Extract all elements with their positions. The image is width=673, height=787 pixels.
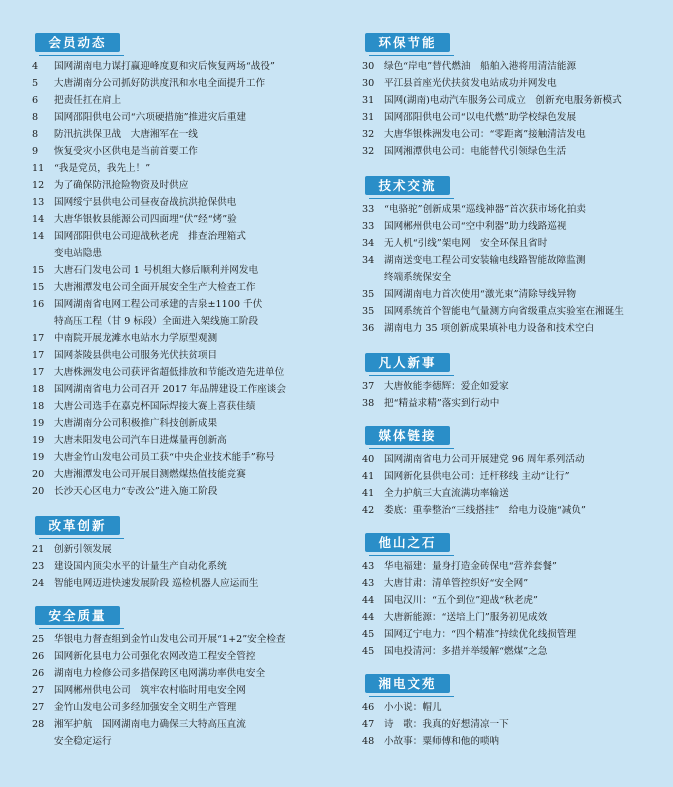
toc-entry[interactable] bbox=[360, 218, 670, 235]
section-heading bbox=[35, 606, 120, 625]
page-number: 8 bbox=[32, 129, 39, 140]
page-number: 20 bbox=[32, 486, 45, 497]
entry-title: 湘军护航 国网湖南电力确保三大特高压直流 bbox=[54, 719, 246, 730]
entry-title: 湖南送变电工程公司安装输电线路智能故障监测 bbox=[384, 255, 586, 266]
page-number: 35 bbox=[362, 289, 375, 300]
entry-title: 国网湖南省电网工程公司承建的吉泉±1100 千伏 bbox=[54, 299, 263, 310]
entry-title: “我是党员，我先上！” bbox=[54, 163, 151, 174]
toc-entry[interactable] bbox=[360, 609, 670, 626]
entry-title: 大唐湖南分公司抓好防洪度汛和水电全面提升工作 bbox=[54, 78, 266, 89]
entry-title: 为了确保防汛抢险物资及时供应 bbox=[54, 180, 189, 191]
page-number: 27 bbox=[32, 685, 45, 696]
page-number: 12 bbox=[32, 180, 45, 191]
toc-entry[interactable] bbox=[360, 126, 670, 143]
entry-title: 大唐湘潭发电公司开展目测燃煤热值技能竞赛 bbox=[54, 469, 246, 480]
entry-title: 国电汉川：“五个到位”迎战“秋老虎” bbox=[384, 595, 538, 606]
toc-entry[interactable] bbox=[30, 631, 350, 648]
page-number: 33 bbox=[362, 221, 375, 232]
page-number: 34 bbox=[362, 238, 375, 249]
page-number: 20 bbox=[32, 469, 45, 480]
entry-title: 恢复受灾小区供电是当前首要工作 bbox=[54, 146, 198, 157]
entry-title: 无人机“引线”架电网 安全环保且省时 bbox=[384, 238, 548, 249]
toc-entry[interactable] bbox=[360, 378, 670, 395]
toc-entry[interactable] bbox=[30, 699, 350, 716]
page-number: 42 bbox=[362, 505, 375, 516]
toc-entry[interactable] bbox=[360, 451, 670, 468]
page-number: 32 bbox=[362, 129, 375, 140]
toc-entry[interactable] bbox=[360, 575, 670, 592]
toc-entry[interactable] bbox=[360, 235, 670, 252]
toc-entry[interactable] bbox=[30, 648, 350, 665]
page-number: 34 bbox=[362, 255, 375, 266]
toc-entry[interactable] bbox=[360, 699, 670, 716]
entry-title: 中南院开展龙滩水电站水力学原型观测 bbox=[54, 333, 218, 344]
section-title: 湘电文苑 bbox=[378, 676, 437, 691]
toc-entry[interactable] bbox=[360, 733, 670, 750]
section-heading bbox=[365, 674, 450, 693]
toc-entry[interactable] bbox=[30, 347, 350, 364]
entry-title: 大唐石门发电公司 1 号机组大修后顺利并网发电 bbox=[54, 265, 259, 276]
page-number: 14 bbox=[32, 231, 45, 242]
page-number: 24 bbox=[32, 578, 45, 589]
entry-title: 国网邵阳供电公司迎战秋老虎 排查治理箱式 bbox=[54, 231, 246, 242]
toc-entry[interactable] bbox=[360, 502, 670, 519]
page-number: 31 bbox=[362, 112, 375, 123]
entry-title-continued: 变电站隐患 bbox=[54, 248, 102, 259]
entry-title: 小小说：帽儿 bbox=[384, 702, 442, 713]
toc-entry[interactable] bbox=[360, 252, 670, 269]
entry-title: 国网(湖南)电动汽车服务公司成立 创新充电服务新模式 bbox=[384, 95, 622, 106]
entry-title-continued: 终端系统保安全 bbox=[384, 272, 452, 283]
section-title: 改革创新 bbox=[48, 518, 107, 533]
entry-title: 国网系统首个智能电气量测方向省级重点实验室在湘诞生 bbox=[384, 306, 624, 317]
page-number: 18 bbox=[32, 384, 45, 395]
toc-entry[interactable] bbox=[30, 143, 350, 160]
toc-entry[interactable] bbox=[360, 395, 670, 412]
toc-entry[interactable] bbox=[360, 592, 670, 609]
section-heading bbox=[35, 516, 120, 535]
page-number: 17 bbox=[32, 333, 45, 344]
entry-title: 国网新化县供电公司：迁杆移线 主动“让行” bbox=[384, 471, 570, 482]
entry-title: 国网湖南省电力公司召开 2017 年品牌建设工作座谈会 bbox=[54, 384, 286, 395]
toc-entry[interactable] bbox=[360, 58, 670, 75]
entry-title: 娄底：重拳整治“三线搭挂” 给电力设施“减负” bbox=[384, 505, 586, 516]
page-number: 19 bbox=[32, 418, 45, 429]
entry-title: 智能电网迈进快速发展阶段 巡检机器人应运而生 bbox=[54, 578, 259, 589]
toc-entry[interactable] bbox=[30, 160, 350, 177]
page-number: 25 bbox=[32, 634, 45, 645]
entry-title: 大唐新能源：“送培上门”服务初见成效 bbox=[384, 612, 548, 623]
page-number: 26 bbox=[32, 668, 45, 679]
entry-title: 小故事：粟师傅和他的唢呐 bbox=[384, 736, 500, 747]
page-number: 35 bbox=[362, 306, 375, 317]
page-number: 31 bbox=[362, 95, 375, 106]
entry-title: 大唐华银攸县能源公司四面埋“伏”经“烤”验 bbox=[54, 214, 237, 225]
toc-entry[interactable] bbox=[30, 92, 350, 109]
page-number: 41 bbox=[362, 471, 375, 482]
toc-entry[interactable] bbox=[30, 415, 350, 432]
entry-title: 国网绥宁县供电公司昼夜奋战抗洪抢保供电 bbox=[54, 197, 237, 208]
entry-title: 国电投清河：多措并举缓解“燃煤”之急 bbox=[384, 646, 548, 657]
toc-entry[interactable] bbox=[30, 665, 350, 682]
toc-entry[interactable] bbox=[360, 468, 670, 485]
page-number: 15 bbox=[32, 265, 45, 276]
toc-section bbox=[360, 353, 670, 412]
toc-entry[interactable] bbox=[30, 109, 350, 126]
page-number: 38 bbox=[362, 398, 375, 409]
entry-title: 绿色“岸电”替代燃油 船舶入港将用清洁能源 bbox=[384, 61, 577, 72]
entry-title: 金竹山发电公司多经加强安全文明生产管理 bbox=[54, 702, 237, 713]
entry-title: 大唐甘肃：清单管控织好“安全网” bbox=[384, 578, 529, 589]
toc-entry[interactable] bbox=[360, 143, 670, 160]
page-number: 43 bbox=[362, 578, 375, 589]
page-number: 41 bbox=[362, 488, 375, 499]
toc-entry[interactable] bbox=[30, 296, 350, 313]
section-heading bbox=[365, 33, 450, 52]
entry-title: 湖南电力检修公司多措保跨区电网满功率供电安全 bbox=[54, 668, 266, 679]
toc-entry[interactable] bbox=[360, 626, 670, 643]
page-number: 47 bbox=[362, 719, 375, 730]
toc-entry[interactable] bbox=[30, 449, 350, 466]
toc-entry[interactable] bbox=[30, 483, 350, 500]
entry-title: 大唐湖南分公司积极推广科技创新成果 bbox=[54, 418, 218, 429]
page-number: 36 bbox=[362, 323, 375, 334]
entry-title-continued: 安全稳定运行 bbox=[54, 736, 112, 747]
section-title: 会员动态 bbox=[48, 35, 107, 50]
entry-title: 平江县首座光伏扶贫发电站成功并网发电 bbox=[384, 78, 557, 89]
page-number: 19 bbox=[32, 452, 45, 463]
entry-title: 国网新化县电力公司强化农网改造工程安全管控 bbox=[54, 651, 256, 662]
toc-section bbox=[360, 674, 670, 750]
entry-title: 华银电力督查组到金竹山发电公司开展“1+2”安全检查 bbox=[54, 634, 286, 645]
entry-title: 建设国内顶尖水平的计量生产自动化系统 bbox=[54, 561, 227, 572]
toc-entry[interactable] bbox=[360, 201, 670, 218]
page-number: 17 bbox=[32, 350, 45, 361]
toc-entry[interactable] bbox=[30, 75, 350, 92]
toc-entry[interactable] bbox=[360, 716, 670, 733]
page-number: 21 bbox=[32, 544, 45, 555]
page-number: 11 bbox=[32, 163, 45, 174]
page-number: 45 bbox=[362, 646, 375, 657]
page-number: 27 bbox=[32, 702, 45, 713]
entry-title: 湖南电力 35 项创新成果填补电力设备和技术空白 bbox=[384, 323, 595, 334]
section-title: 媒体链接 bbox=[378, 428, 437, 443]
page-number: 19 bbox=[32, 435, 45, 446]
entry-title: 大唐华银株洲发电公司：“零距离”接触清洁发电 bbox=[384, 129, 586, 140]
toc-entry[interactable] bbox=[360, 643, 670, 660]
entry-title: 创新引领发展 bbox=[54, 544, 112, 555]
toc-entry[interactable] bbox=[30, 279, 350, 296]
page-number: 26 bbox=[32, 651, 45, 662]
page-number: 32 bbox=[362, 146, 375, 157]
page-number: 6 bbox=[32, 95, 39, 106]
toc-entry[interactable] bbox=[30, 432, 350, 449]
entry-title: 防汛抗洪保卫战 大唐湘军在一线 bbox=[54, 129, 198, 140]
left-column bbox=[30, 33, 350, 750]
section-heading bbox=[365, 353, 450, 372]
page-number: 44 bbox=[362, 612, 375, 623]
toc-section bbox=[30, 33, 350, 500]
toc-entry[interactable] bbox=[30, 177, 350, 194]
entry-title: “电骆驼”创新成果“巡线神器”首次获市场化拍卖 bbox=[384, 204, 586, 215]
page-number: 40 bbox=[362, 454, 375, 465]
toc-entry[interactable] bbox=[30, 211, 350, 228]
toc-entry[interactable] bbox=[30, 364, 350, 381]
toc-entry[interactable] bbox=[360, 303, 670, 320]
toc-entry[interactable] bbox=[30, 575, 350, 592]
entry-title: 国网湖南电力谋打赢迎峰度夏和灾后恢复两场“战役” bbox=[54, 61, 275, 72]
entry-title: 大唐株洲发电公司获评省超低排放和节能改造先进单位 bbox=[54, 367, 285, 378]
page-number: 8 bbox=[32, 112, 39, 123]
page-number: 13 bbox=[32, 197, 45, 208]
toc-entry[interactable] bbox=[360, 558, 670, 575]
page-number: 4 bbox=[32, 61, 39, 72]
page-number: 15 bbox=[32, 282, 45, 293]
entry-title: 国网湖南省电力公司开展建党 96 周年系列活动 bbox=[384, 454, 585, 465]
toc-entry[interactable] bbox=[30, 398, 350, 415]
page-number: 23 bbox=[32, 561, 45, 572]
page-number: 44 bbox=[362, 595, 375, 606]
section-title: 环保节能 bbox=[378, 35, 437, 50]
entry-title: 全力护航三大直流满功率输送 bbox=[384, 488, 509, 499]
toc-entry[interactable] bbox=[360, 75, 670, 92]
page-number: 45 bbox=[362, 629, 375, 640]
section-heading bbox=[35, 33, 120, 52]
toc-entry[interactable] bbox=[30, 381, 350, 398]
entry-title: 国网邵阳供电公司“六项硬措施”推进灾后重建 bbox=[54, 112, 247, 123]
toc-entry[interactable] bbox=[360, 92, 670, 109]
toc-section bbox=[360, 426, 670, 519]
right-column bbox=[360, 33, 670, 750]
page-number: 5 bbox=[32, 78, 39, 89]
toc-entry[interactable] bbox=[30, 716, 350, 733]
toc-entry[interactable] bbox=[30, 58, 350, 75]
section-title: 技术交流 bbox=[378, 178, 437, 193]
entry-title: 华电福建：量身打造金砖保电“营养套餐” bbox=[384, 561, 557, 572]
entry-title: 长沙天心区电力“专改公”进入施工阶段 bbox=[54, 486, 218, 497]
toc-entry[interactable] bbox=[360, 109, 670, 126]
entry-title: 国网湘潭供电公司：电能替代引领绿色生活 bbox=[384, 146, 567, 157]
section-title: 凡人新事 bbox=[378, 355, 437, 370]
entry-title: 大唐公司选手在嘉克杯国际焊接大赛上喜获佳绩 bbox=[54, 401, 256, 412]
entry-title: 大唐金竹山发电公司员工获“中央企业技术能手”称号 bbox=[54, 452, 275, 463]
page-number: 30 bbox=[362, 61, 375, 72]
page-number: 17 bbox=[32, 367, 45, 378]
page-number: 33 bbox=[362, 204, 375, 215]
toc-section bbox=[360, 33, 670, 160]
page-number: 30 bbox=[362, 78, 375, 89]
toc-entry[interactable] bbox=[30, 228, 350, 245]
section-heading bbox=[365, 426, 450, 445]
toc-section bbox=[360, 176, 670, 337]
page-number: 18 bbox=[32, 401, 45, 412]
toc-entry[interactable] bbox=[30, 330, 350, 347]
section-heading bbox=[365, 533, 450, 552]
entry-title: 诗 歌：我真的好想清凉一下 bbox=[384, 719, 509, 730]
entry-title-continued: 特高压工程（甘 9 标段）全面进入架线施工阶段 bbox=[54, 316, 259, 327]
toc-entry[interactable] bbox=[30, 541, 350, 558]
page-number: 43 bbox=[362, 561, 375, 572]
toc-entry[interactable] bbox=[30, 194, 350, 211]
entry-title: 大唐耒阳发电公司汽车日进煤量再创新高 bbox=[54, 435, 227, 446]
toc-entry[interactable] bbox=[360, 485, 670, 502]
toc-section bbox=[360, 533, 670, 660]
toc-section bbox=[30, 516, 350, 592]
section-title: 安全质量 bbox=[48, 608, 107, 623]
toc-entry[interactable] bbox=[30, 682, 350, 699]
page-number: 48 bbox=[362, 736, 375, 747]
toc-section bbox=[30, 606, 350, 750]
entry-title: 把“精益求精”落实到行动中 bbox=[384, 398, 500, 409]
entry-title: 国网辽宁电力：“四个精准”持续优化线损管理 bbox=[384, 629, 577, 640]
page-number: 14 bbox=[32, 214, 45, 225]
toc-entry[interactable] bbox=[360, 320, 670, 337]
toc-entry[interactable] bbox=[30, 262, 350, 279]
entry-title: 国网湖南电力首次使用“激光束”清除导线异物 bbox=[384, 289, 577, 300]
entry-title: 国网邵阳供电公司“以电代燃”助学校绿色发展 bbox=[384, 112, 577, 123]
page-number: 46 bbox=[362, 702, 375, 713]
toc-entry[interactable] bbox=[30, 466, 350, 483]
page-number: 37 bbox=[362, 381, 375, 392]
entry-title: 国网郴州供电公司 筑牢农村临时用电安全网 bbox=[54, 685, 246, 696]
page-number: 28 bbox=[32, 719, 45, 730]
page-number: 16 bbox=[32, 299, 45, 310]
toc-entry[interactable] bbox=[360, 286, 670, 303]
toc-entry[interactable] bbox=[30, 126, 350, 143]
entry-title: 大唐攸能李德辉：爱企如爱家 bbox=[384, 381, 509, 392]
entry-title: 国网茶陵县供电公司服务光伏扶贫项目 bbox=[54, 350, 218, 361]
toc-entry[interactable] bbox=[30, 558, 350, 575]
section-title: 他山之石 bbox=[378, 535, 437, 550]
entry-title: 国网郴州供电公司“空中利器”助力线路巡视 bbox=[384, 221, 567, 232]
entry-title: 把责任扛在肩上 bbox=[54, 95, 122, 106]
page-number: 9 bbox=[32, 146, 39, 157]
section-heading bbox=[365, 176, 450, 195]
entry-title: 大唐湘潭发电公司全面开展安全生产大检查工作 bbox=[54, 282, 256, 293]
